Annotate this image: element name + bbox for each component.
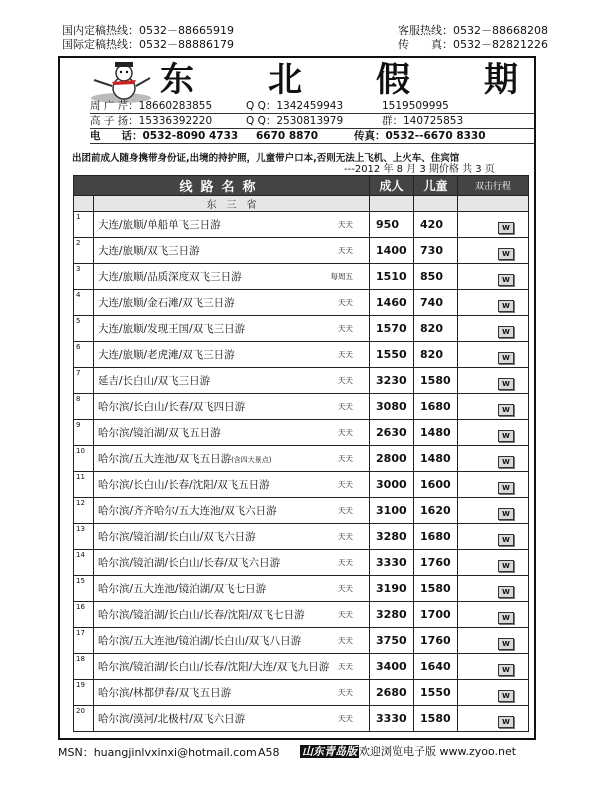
itinerary-cell [458,524,529,550]
route-name: 哈尔滨/长白山/长春/沈阳/双飞五日游 [98,479,270,491]
row-number: 7 [74,368,94,394]
route-name: 哈尔滨/林都伊春/双飞五日游 [98,687,232,699]
word-doc-icon[interactable]: W [498,638,514,650]
contact-qq: Q Q：1342459943 [246,100,344,112]
row-number: 2 [74,238,94,264]
itinerary-cell [458,472,529,498]
departure-schedule: 天天 [338,246,354,255]
itinerary-cell [458,628,529,654]
departure-schedule: 天天 [338,636,354,645]
child-price: 1600 [414,472,458,498]
departure-schedule: 天天 [338,402,354,411]
route-name: 大连/旅顺/品质深度双飞三日游 [98,271,242,283]
departure-schedule: 天天 [338,350,354,359]
price-issue-label: ---2012 年 8 月 3 期价格 共 3 页 [344,164,495,175]
departure-schedule: 天天 [338,376,354,385]
route-row[interactable] [74,290,529,316]
route-name: 哈尔滨/五大连池/双飞五日游 [98,453,232,465]
departure-schedule: 天天 [338,662,354,671]
route-row[interactable] [74,602,529,628]
route-name: 大连/旅顺/单船单飞三日游 [98,219,221,231]
itinerary-cell [458,394,529,420]
word-doc-icon[interactable]: W [498,430,514,442]
contact-fax: 传真：0532--6670 8330 [354,130,486,142]
route-name-cell [94,212,370,238]
route-name-cell [94,368,370,394]
departure-schedule: 天天 [338,506,354,515]
word-doc-icon[interactable]: W [498,664,514,676]
route-name: 大连/旅顺/老虎滩/双飞三日游 [98,349,235,361]
route-name: 大连/旅顺/金石滩/双飞三日游 [98,297,235,309]
title-char: 期 [484,60,520,100]
child-price: 1680 [414,524,458,550]
word-doc-icon[interactable]: W [498,716,514,728]
route-name-cell [94,446,370,472]
row-number: 18 [74,654,94,680]
word-doc-icon[interactable]: W [498,586,514,598]
route-name-cell [94,394,370,420]
contact-extra: 1519509995 [382,100,449,112]
itinerary-cell [458,706,529,732]
departure-schedule: 天天 [338,584,354,593]
region-spacer [74,196,94,212]
route-name: 哈尔滨/漠河/北极村/双飞六日游 [98,713,246,725]
travel-document-notice: 出团前成人随身携带身份证,出境的持护照，儿童带户口本,否则无法上飞机、上火车、住宾馆 [72,153,460,164]
route-name-cell [94,264,370,290]
route-row[interactable] [74,238,529,264]
adult-price: 2800 [370,446,414,472]
departure-schedule: 每周五 [330,272,354,281]
child-price: 1580 [414,576,458,602]
adult-price: 3330 [370,706,414,732]
brand-name: 山东青岛版 [302,745,357,758]
route-name-cell [94,602,370,628]
word-doc-icon[interactable]: W [498,404,514,416]
row-number: 5 [74,316,94,342]
itinerary-cell [458,680,529,706]
adult-price: 1460 [370,290,414,316]
itinerary-cell [458,446,529,472]
itinerary-cell [458,212,529,238]
departure-schedule: 天天 [338,610,354,619]
departure-schedule: 天天 [338,220,354,229]
word-doc-icon[interactable]: W [498,352,514,364]
row-number: 4 [74,290,94,316]
route-name: 哈尔滨/镜泊湖/双飞五日游 [98,427,221,439]
adult-price: 3000 [370,472,414,498]
route-name-cell [94,420,370,446]
itinerary-cell [458,342,529,368]
route-note: (含四大景点) [231,456,272,464]
adult-price: 3330 [370,550,414,576]
route-row[interactable] [74,264,529,290]
route-name-cell [94,524,370,550]
adult-price: 2630 [370,420,414,446]
word-doc-icon[interactable]: W [498,326,514,338]
route-name: 哈尔滨/镜泊湖/长白山/双飞六日游 [98,531,256,543]
route-name-cell [94,316,370,342]
domestic-hotline: 国内定稿热线：0532－88665919 [62,24,234,37]
child-price: 1760 [414,550,458,576]
contact-group: 群：140725853 [382,115,464,127]
adult-price: 3100 [370,498,414,524]
adult-price: 3280 [370,602,414,628]
itinerary-cell [458,316,529,342]
adult-price: 950 [370,212,414,238]
contact-phone: 电 话：0532-8090 4733 [90,130,239,142]
row-number: 6 [74,342,94,368]
route-name-cell [94,706,370,732]
route-row[interactable] [74,394,529,420]
row-number: 11 [74,472,94,498]
row-number: 14 [74,550,94,576]
itinerary-cell [458,498,529,524]
header-child-price: 儿童 [414,176,458,196]
row-number: 20 [74,706,94,732]
route-name-cell [94,472,370,498]
adult-price: 3280 [370,524,414,550]
header-itinerary: 双击行程 [458,176,529,196]
contact-row [90,114,534,129]
international-hotline: 国际定稿热线：0532－88886179 [62,38,234,51]
word-doc-icon[interactable]: W [498,560,514,572]
route-row[interactable] [74,680,529,706]
departure-schedule: 天天 [338,480,354,489]
route-name: 延吉/长白山/双飞三日游 [98,375,211,387]
route-row[interactable] [74,654,529,680]
adult-price: 3230 [370,368,414,394]
row-number: 3 [74,264,94,290]
word-doc-icon[interactable]: W [498,690,514,702]
contact-name-phone: 高 子 扬：15336392220 [90,115,213,127]
word-doc-icon[interactable]: W [498,534,514,546]
adult-price: 1400 [370,238,414,264]
row-number: 10 [74,446,94,472]
adult-price: 3080 [370,394,414,420]
route-name-cell [94,290,370,316]
route-row[interactable] [74,628,529,654]
route-name: 哈尔滨/镜泊湖/长白山/长春/双飞六日游 [98,557,281,569]
route-name-cell [94,654,370,680]
word-doc-icon[interactable]: W [498,222,514,234]
word-doc-icon[interactable]: W [498,612,514,624]
child-price: 1550 [414,680,458,706]
departure-schedule: 天天 [338,454,354,463]
route-name-cell [94,576,370,602]
child-price: 1620 [414,498,458,524]
row-number: 1 [74,212,94,238]
adult-price: 1550 [370,342,414,368]
child-price: 1680 [414,394,458,420]
child-price: 1580 [414,706,458,732]
route-name-cell [94,680,370,706]
word-doc-icon[interactable]: W [498,508,514,520]
word-doc-icon[interactable]: W [498,300,514,312]
route-price-table [73,175,529,732]
contact-qq: Q Q：2530813979 [246,115,344,127]
adult-price: 1570 [370,316,414,342]
title-char: 北 [268,60,304,100]
departure-schedule: 天天 [338,324,354,333]
child-price: 730 [414,238,458,264]
footer-site[interactable]: 欢迎浏览电子版 www.zyoo.net [359,745,517,758]
route-row[interactable] [74,472,529,498]
region-label: 东 三 省 [94,196,370,212]
service-hotline: 客服热线：0532－88668208 [398,24,548,37]
child-price: 1480 [414,420,458,446]
route-name: 哈尔滨/镜泊湖/长白山/长春/沈阳/双飞七日游 [98,609,305,621]
route-name: 哈尔滨/五大连池/镜泊湖/长白山/双飞八日游 [98,635,302,647]
word-doc-icon[interactable]: W [498,274,514,286]
fax-number: 传 真：0532－82821226 [398,38,548,51]
row-number: 12 [74,498,94,524]
route-row[interactable] [74,316,529,342]
route-name: 哈尔滨/长白山/长春/双飞四日游 [98,401,246,413]
footer-brand [300,745,516,759]
contact-block [90,99,534,144]
row-number: 8 [74,394,94,420]
contact-row [90,99,534,114]
child-price: 740 [414,290,458,316]
adult-price: 1510 [370,264,414,290]
route-row[interactable] [74,498,529,524]
region-spacer [370,196,414,212]
route-name-cell [94,238,370,264]
word-doc-icon[interactable]: W [498,456,514,468]
route-name: 哈尔滨/五大连池/镜泊湖/双飞七日游 [98,583,267,595]
adult-price: 3400 [370,654,414,680]
child-price: 1700 [414,602,458,628]
route-row[interactable] [74,576,529,602]
child-price: 850 [414,264,458,290]
region-spacer [458,196,529,212]
word-doc-icon[interactable]: W [498,378,514,390]
contact-row [90,129,534,144]
page-number: A58 [258,746,280,759]
itinerary-cell [458,602,529,628]
itinerary-cell [458,264,529,290]
region-spacer [414,196,458,212]
header-route-name: 线路名称 [74,176,370,196]
route-row[interactable] [74,368,529,394]
route-name: 大连/旅顺/双飞三日游 [98,245,200,257]
row-number: 19 [74,680,94,706]
row-number: 13 [74,524,94,550]
adult-price: 3190 [370,576,414,602]
departure-schedule: 天天 [338,428,354,437]
route-name-cell [94,498,370,524]
departure-schedule: 天天 [338,714,354,723]
snowman-logo-icon [88,60,154,104]
route-row[interactable] [74,212,529,238]
word-doc-icon[interactable]: W [498,482,514,494]
itinerary-cell [458,654,529,680]
child-price: 1760 [414,628,458,654]
row-number: 15 [74,576,94,602]
page-title [160,60,520,100]
row-number: 16 [74,602,94,628]
contact-name-phone: 周 广 芹：18660283855 [90,100,213,112]
child-price: 420 [414,212,458,238]
itinerary-cell [458,420,529,446]
route-row[interactable] [74,706,529,732]
route-name-cell [94,342,370,368]
itinerary-cell [458,368,529,394]
route-name: 哈尔滨/镜泊湖/长白山/长春/沈阳/大连/双飞九日游 [98,661,330,673]
route-name-cell [94,550,370,576]
adult-price: 2680 [370,680,414,706]
route-name: 大连/旅顺/发现王国/双飞三日游 [98,323,246,335]
contact-phone-2: 6670 8870 [256,130,319,142]
route-row[interactable] [74,550,529,576]
footer-msn: MSN：huangjinlvxinxi@hotmail.com [58,746,257,759]
itinerary-cell [458,576,529,602]
adult-price: 3750 [370,628,414,654]
itinerary-cell [458,550,529,576]
departure-schedule: 天天 [338,532,354,541]
word-doc-icon[interactable]: W [498,248,514,260]
child-price: 1480 [414,446,458,472]
route-row[interactable] [74,420,529,446]
route-row[interactable] [74,524,529,550]
title-char: 假 [376,60,412,100]
itinerary-cell [458,238,529,264]
departure-schedule: 天天 [338,298,354,307]
departure-schedule: 天天 [338,688,354,697]
row-number: 9 [74,420,94,446]
child-price: 1640 [414,654,458,680]
itinerary-cell [458,290,529,316]
route-name: 哈尔滨/齐齐哈尔/五大连池/双飞六日游 [98,505,277,517]
departure-schedule: 天天 [338,558,354,567]
row-number: 17 [74,628,94,654]
route-row[interactable] [74,446,529,472]
child-price: 1580 [414,368,458,394]
route-name-cell [94,628,370,654]
header-adult-price: 成人 [370,176,414,196]
title-char: 东 [160,60,196,100]
child-price: 820 [414,342,458,368]
child-price: 820 [414,316,458,342]
route-row[interactable] [74,342,529,368]
